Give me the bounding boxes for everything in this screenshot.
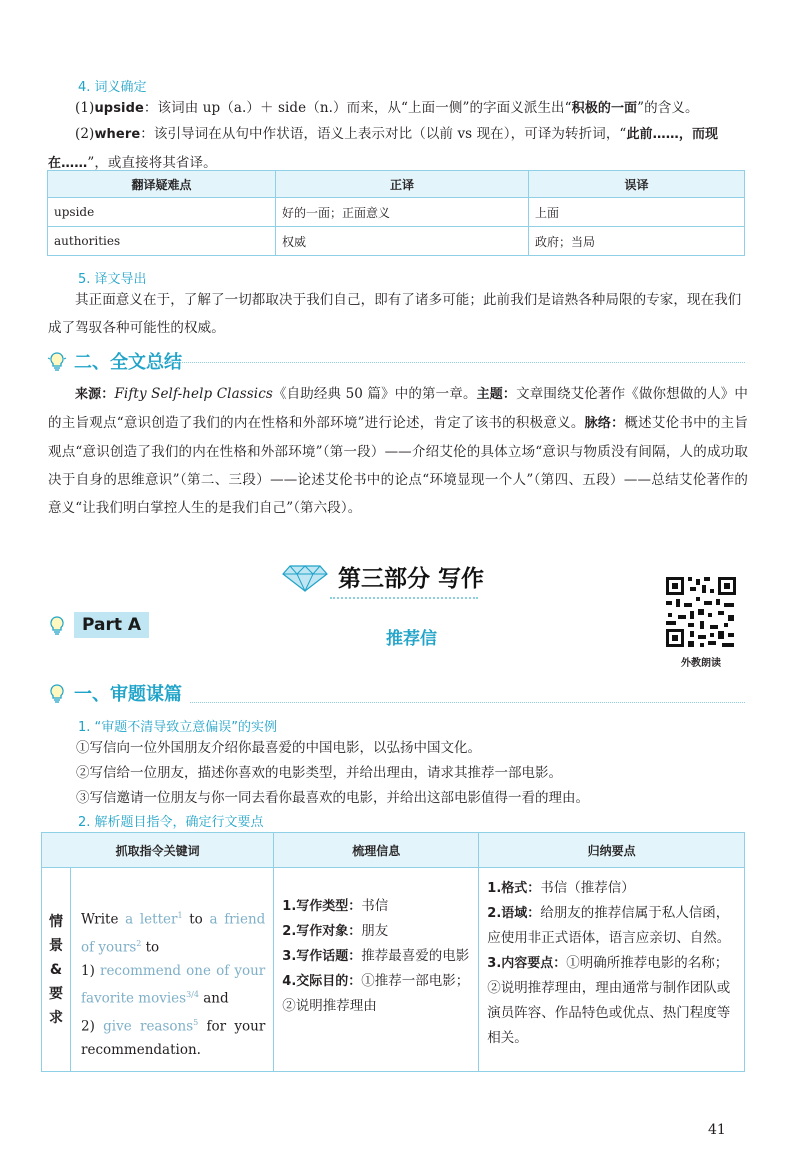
section4-heading: 4. 词义确定	[78, 80, 147, 95]
table1-header: 翻译疑难点	[48, 171, 276, 198]
info-item: 4.交际目的：①推荐一部电影；②说明推荐理由	[282, 973, 470, 1014]
divider	[160, 362, 745, 363]
info-item: 2.写作对象：朋友	[282, 923, 389, 939]
info-item: 1.写作类型：书信	[282, 898, 389, 914]
lightbulb-icon	[46, 614, 68, 636]
info-item: 3.写作话题：推荐最喜爱的电影	[282, 948, 470, 964]
table-cell: 上面	[529, 198, 745, 227]
review-sub1: 1. “审题不清导致立意偏误”的实例	[78, 720, 278, 735]
letter-title: 推荐信	[386, 629, 437, 649]
table-cell: 好的一面；正面意义	[276, 198, 529, 227]
table-row	[48, 227, 745, 256]
part-a-heading	[46, 612, 149, 638]
summary-heading	[46, 348, 182, 374]
point-item: 1.格式：书信（推荐信）	[487, 880, 635, 896]
table-row	[42, 868, 745, 1072]
review-sub2: 2. 解析题目指令，确定行文要点	[78, 815, 264, 830]
list-item: ②写信给一位朋友，描述你喜欢的电影类型，并给出理由，请求其推荐一部电影。	[76, 765, 562, 781]
qr-code-icon	[664, 575, 738, 649]
lightbulb-icon	[46, 682, 68, 704]
english-prompt: Write a letter$^1$ to a friend of yours$^2$ to 1) recommend one of your favorite movies$^{3/4}$ and 2) give reasons$^5$ for your recommendation.	[71, 868, 274, 1072]
diamond-icon	[282, 562, 328, 592]
section4-line1: (1)upside：该词由 up（a.）＋ side（n.）而来，从“上面一侧”的字面义派生出“积极的一面”的含义。	[75, 100, 699, 116]
lightbulb-icon	[46, 350, 68, 372]
summary-title: 二、全文总结	[74, 352, 182, 373]
part-a-label: Part A	[74, 612, 149, 638]
point-item: 2.语域：给朋友的推荐信属于私人信函，应使用非正式语体，语言应亲切、自然。	[487, 905, 731, 946]
list-item: ①写信向一位外国朋友介绍你最喜爱的中国电影，以弘扬中国文化。	[76, 740, 481, 756]
point-item: 3.内容要点：①明确所推荐电影的名称；②说明推荐理由，理由通常与制作团队或演员阵容、作品特色或优点、热门程度等相关。	[487, 955, 731, 1046]
side-label: 情 景 & 要 求	[42, 868, 71, 1072]
divider	[330, 597, 478, 599]
divider	[190, 702, 745, 703]
review-title: 一、审题谋篇	[74, 684, 182, 705]
info-column	[274, 868, 479, 1072]
table2-header: 梳理信息	[274, 833, 479, 868]
table1-header: 误译	[529, 171, 745, 198]
table2-header: 抓取指令关键词	[42, 833, 274, 868]
list-item: ③写信邀请一位朋友与你一同去看你最喜欢的电影，并给出这部电影值得一看的理由。	[76, 790, 589, 806]
table2-header: 归纳要点	[479, 833, 745, 868]
table1-header: 正译	[276, 171, 529, 198]
section5-text: 其正面意义在于，了解了一切都取决于我们自己，即有了诸多可能；此前我们是谙熟各种局限的专家，现在我们成了驾驭各种可能性的权威。	[48, 292, 742, 336]
section5-heading: 5. 译文导出	[78, 272, 147, 287]
review-heading	[46, 680, 182, 706]
table-cell: upside	[48, 198, 276, 227]
table-cell: authorities	[48, 227, 276, 256]
page-number: 41	[708, 1122, 726, 1138]
table-cell: 权威	[276, 227, 529, 256]
table-row	[48, 198, 745, 227]
points-column	[479, 868, 745, 1072]
summary-paragraph: 来源：Fifty Self-help Classics《自助经典 50 篇》中的第一章。主题：文章围绕艾伦著作《做你想做的人》中的主旨观点“意识创造了我们的内在性格和外部环境”进行论述，肯定了该书的积极意义。脉络：概述艾伦书中的主旨观点“意识创造了我们的内在性格和外部环境”（第一段）——介绍艾伦的具体立场“意识与物质没有间隔，人的成功取决于自身的思维意识”（第二、三段）——论述艾伦书中的论点“环境显现一个人”（第四、五段）——总结艾伦著作的意义“让我们明白掌控人生的是我们自己”（第六段）。	[48, 386, 748, 516]
section4-line2: (2)where：该引导词在从句中作状语，语义上表示对比（以前 vs 现在），可译为转折词，“此前……，而现在……”，或直接将其省译。	[48, 126, 719, 171]
part3-title: 第三部分 写作	[338, 566, 485, 592]
part3-heading	[282, 560, 484, 593]
table-cell: 政府；当局	[529, 227, 745, 256]
instruction-table	[41, 832, 745, 1072]
qr-label: 外教朗读	[681, 658, 721, 669]
translation-table	[47, 170, 745, 256]
